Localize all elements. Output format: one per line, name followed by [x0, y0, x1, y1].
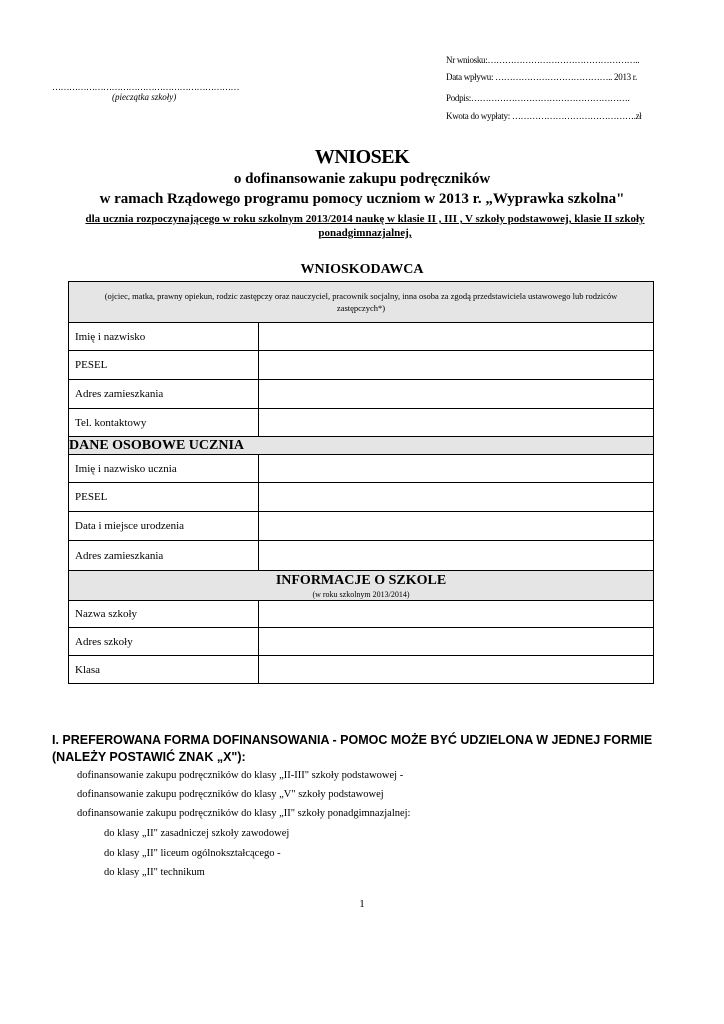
student-address-input[interactable] [259, 541, 653, 570]
student-pesel-input[interactable] [259, 483, 653, 511]
document-title: WNIOSEK [314, 146, 410, 168]
field-label: Tel. kontaktowy [69, 409, 259, 436]
suboption-technical[interactable]: do klasy „II" technikum [104, 867, 205, 878]
dane-ucznia-heading: DANE OSOBOWE UCZNIA [69, 436, 653, 454]
szkola-subheading: (w roku szkolnym 2013/2014) [312, 589, 410, 599]
student-name-input[interactable] [259, 455, 653, 482]
applicant-name-input[interactable] [259, 323, 653, 350]
title-subtitle-1: o dofinansowanie zakupu podręczników [233, 171, 491, 187]
field-label: Imię i nazwisko ucznia [69, 455, 259, 482]
suboption-vocational[interactable]: do klasy „II" zasadniczej szkoły zawodowej [104, 828, 290, 839]
field-label: Adres zamieszkania [69, 380, 259, 408]
option-class-2-3-primary[interactable]: dofinansowanie zakupu podręczników do klasy „II-III" szkoły podstawowej - [77, 770, 404, 781]
form-row [69, 655, 653, 683]
school-address-input[interactable] [259, 628, 653, 655]
applicant-pesel-input[interactable] [259, 351, 653, 379]
kwota-field: Kwota do wypłaty: …………………………………….zł [446, 111, 642, 121]
class-input[interactable] [259, 656, 653, 683]
field-label: Adres zamieszkania [69, 541, 259, 570]
school-name-input[interactable] [259, 601, 653, 627]
student-birth-input[interactable] [259, 512, 653, 540]
field-label: Data i miejsce urodzenia [69, 512, 259, 540]
option-class-2-secondary[interactable]: dofinansowanie zakupu podręczników do klasy „II" szkoły ponadgimnazjalnej: [77, 808, 411, 819]
form-row [69, 511, 653, 540]
form-row [69, 408, 653, 436]
nr-wniosku-field: Nr wniosku:…………………………………………….. [446, 55, 640, 65]
form-row [69, 322, 653, 350]
form-row [69, 379, 653, 408]
form-row [69, 482, 653, 511]
field-label: Imię i nazwisko [69, 323, 259, 350]
wnioskodawca-note: (ojciec, matka, prawny opiekun, rodzic zastępczy oraz nauczyciel, pracownik socjalny, inna osoba za zgodą przedstawiciela ustawowego lub rodziców zastępczych*) [69, 282, 653, 322]
form-row [69, 600, 653, 627]
field-label: Klasa [69, 656, 259, 683]
application-form-table [68, 281, 654, 684]
page-number: 1 [359, 898, 365, 910]
title-subtitle-2: w ramach Rządowego programu pomocy uczniom w 2013 r. „Wyprawka szkolna" [99, 191, 625, 207]
field-label: PESEL [69, 351, 259, 379]
suboption-high-school[interactable]: do klasy „II" liceum ogólnokształcącego - [104, 848, 281, 859]
option-class-5-primary[interactable]: dofinansowanie zakupu podręczników do klasy „V" szkoły podstawowej [77, 789, 384, 800]
field-label: Adres szkoły [69, 628, 259, 655]
form-row [69, 454, 653, 482]
applicant-address-input[interactable] [259, 380, 653, 408]
form-row [69, 540, 653, 570]
form-row [69, 627, 653, 655]
stamp-line: ………………………………………………………… [52, 82, 239, 92]
applicant-phone-input[interactable] [259, 409, 653, 436]
title-subtitle-3: dla ucznia rozpoczynającego w roku szkolnym 2013/2014 naukę w klasie II , III , V szkoły podstawowej, klasie II szkoły ponadgimnazjalnej, [85, 213, 645, 239]
szkola-heading: INFORMACJE O SZKOLE [275, 572, 447, 588]
data-wplywu-field: Data wpływu: ………………………………….. 2013 r. [446, 72, 637, 82]
section-i-heading: I. PREFEROWANA FORMA DOFINANSOWANIA - POMOC MOŻE BYĆ UDZIELONA W JEDNEJ FORMIE (NALEŻY POSTAWIĆ ZNAK „X"): [52, 733, 653, 764]
podpis-field: Podpis:………………………………………………. [446, 93, 630, 103]
field-label: Nazwa szkoły [69, 601, 259, 627]
szkola-heading-band [69, 570, 653, 600]
wnioskodawca-heading: WNIOSKODAWCA [300, 262, 424, 277]
form-row [69, 350, 653, 379]
stamp-label: (pieczątka szkoły) [112, 92, 177, 102]
field-label: PESEL [69, 483, 259, 511]
